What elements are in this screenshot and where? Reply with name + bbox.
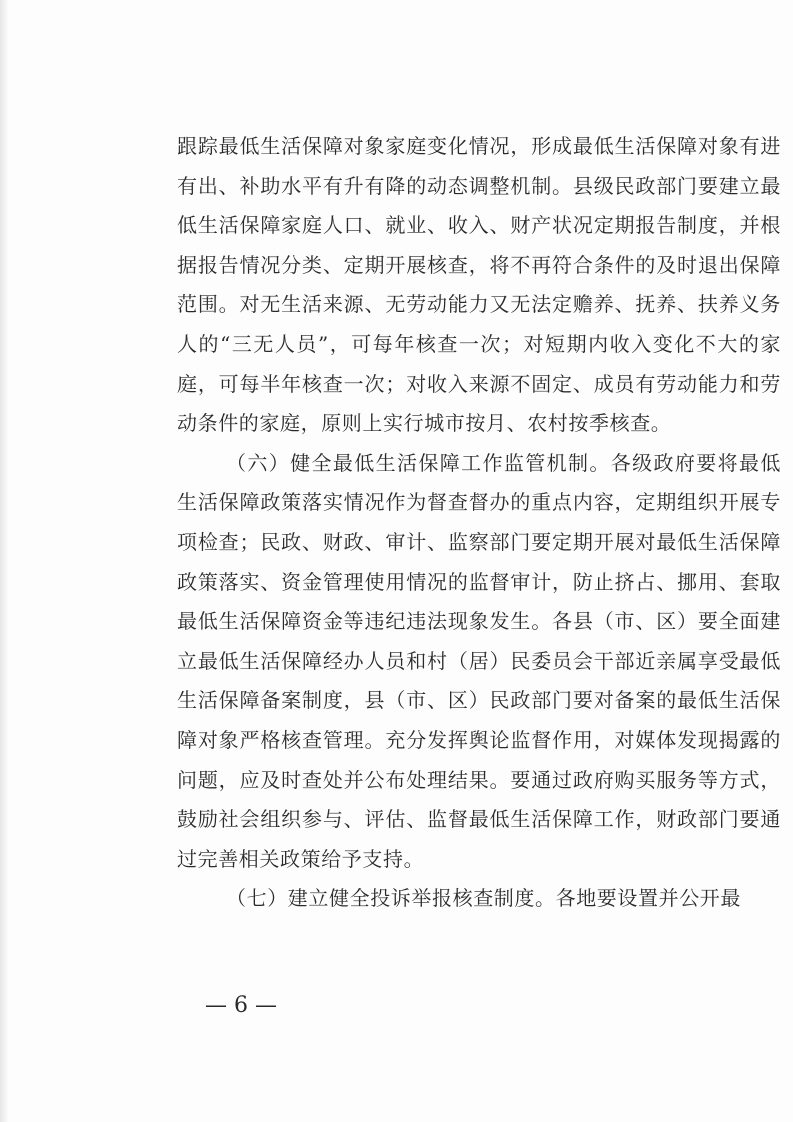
page-number: — 6 —	[205, 993, 277, 1018]
paragraph-dynamic-adjustment: 跟踪最低生活保障对象家庭变化情况，形成最低生活保障对象有进有出、补助水平有升有降的动态调整机制。县级民政部门要建立最低生活保障家庭人口、就业、收入、财产状况定期报告制度，并根据报告情况分类、定期开展核查，将不再符合条件的及时退出保障范围。对无生活来源、无劳动能力又无法定赡养、抚养、扶养义务人的“三无人员”，可每年核查一次；对短期内收入变化不大的家庭，可每半年核查一次；对收入来源不固定、成员有劳动能力和劳动条件的家庭，原则上实行城市按月、农村按季核查。	[177, 134, 781, 436]
page-edge-shadow	[0, 0, 9, 1122]
paragraph-complaint-reporting: （七）建立健全投诉举报核查制度。各地要设置并公开最	[226, 886, 741, 911]
paragraph-supervision-mechanism: （六）健全最低生活保障工作监管机制。各级政府要将最低生活保障政策落实情况作为督查督办的重点内容，定期组织开展专项检查；民政、财政、审计、监察部门要定期开展对最低生活保障政策落实、资金管理使用情况的监督审计，防止挤占、挪用、套取最低生活保障资金等违纪违法现象发生。各县（市、区）要全面建立最低生活保障经办人员和村（居）民委员会干部近亲属享受最低生活保障备案制度，县（市、区）民政部门要对备案的最低生活保障对象严格核查管理。充分发挥舆论监督作用，对媒体发现揭露的问题，应及时查处并公布处理结果。要通过政府购买服务等方式，鼓励社会组织参与、评估、监督最低生活保障工作，财政部门要通过完善相关政策给予支持。	[177, 450, 781, 871]
document-body	[177, 127, 781, 919]
